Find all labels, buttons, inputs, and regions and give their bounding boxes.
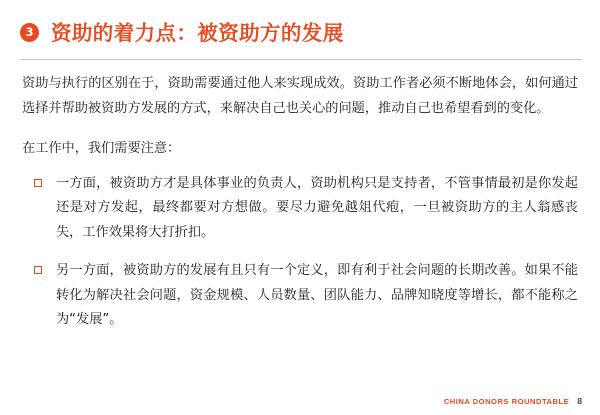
slide-footer (444, 396, 582, 406)
square-bullet-icon (34, 179, 42, 187)
list-item-text: 一方面，被资助方才是具体事业的负责人，资助机构只是支持者，不管事情最初是你发起还是对方发起，最终都要对方想做。要尽力避免越俎代疱，一旦被资助方的主人翁感丧失，工作效果将大打折扣。 (56, 175, 578, 240)
header-divider (20, 59, 582, 60)
lead-in-text: 在工作中，我们需要注意： (22, 141, 181, 156)
list-item (22, 172, 578, 246)
list-item-text: 另一方面，被资助方的发展有且只有一个定义，即有利于社会问题的长期改善。如果不能转化为解决社会问题，资金规模、人员数量、团队能力、品牌知晓度等增长，都不能称之为“发展”。 (56, 263, 578, 327)
square-bullet-icon (34, 266, 42, 274)
intro-paragraph: 资助与执行的区别在于，资助需要通过他人来实现成效。资助工作者必须不断地体会，如何通过选择并帮助被资助方发展的方式，来解决自己也关心的问题，推动自己也希望看到的变化。 (22, 76, 578, 116)
footer-brand-label: CHINA DONORS ROUNDTABLE (443, 397, 570, 406)
page-title: 资助的着力点：被资助方的发展 (51, 21, 344, 45)
list-item (22, 259, 578, 333)
slide-body (0, 64, 600, 347)
section-number-badge: 3 (20, 23, 39, 42)
slide-header (0, 0, 600, 62)
bullet-list (22, 172, 578, 333)
page-number: 8 (577, 396, 582, 406)
